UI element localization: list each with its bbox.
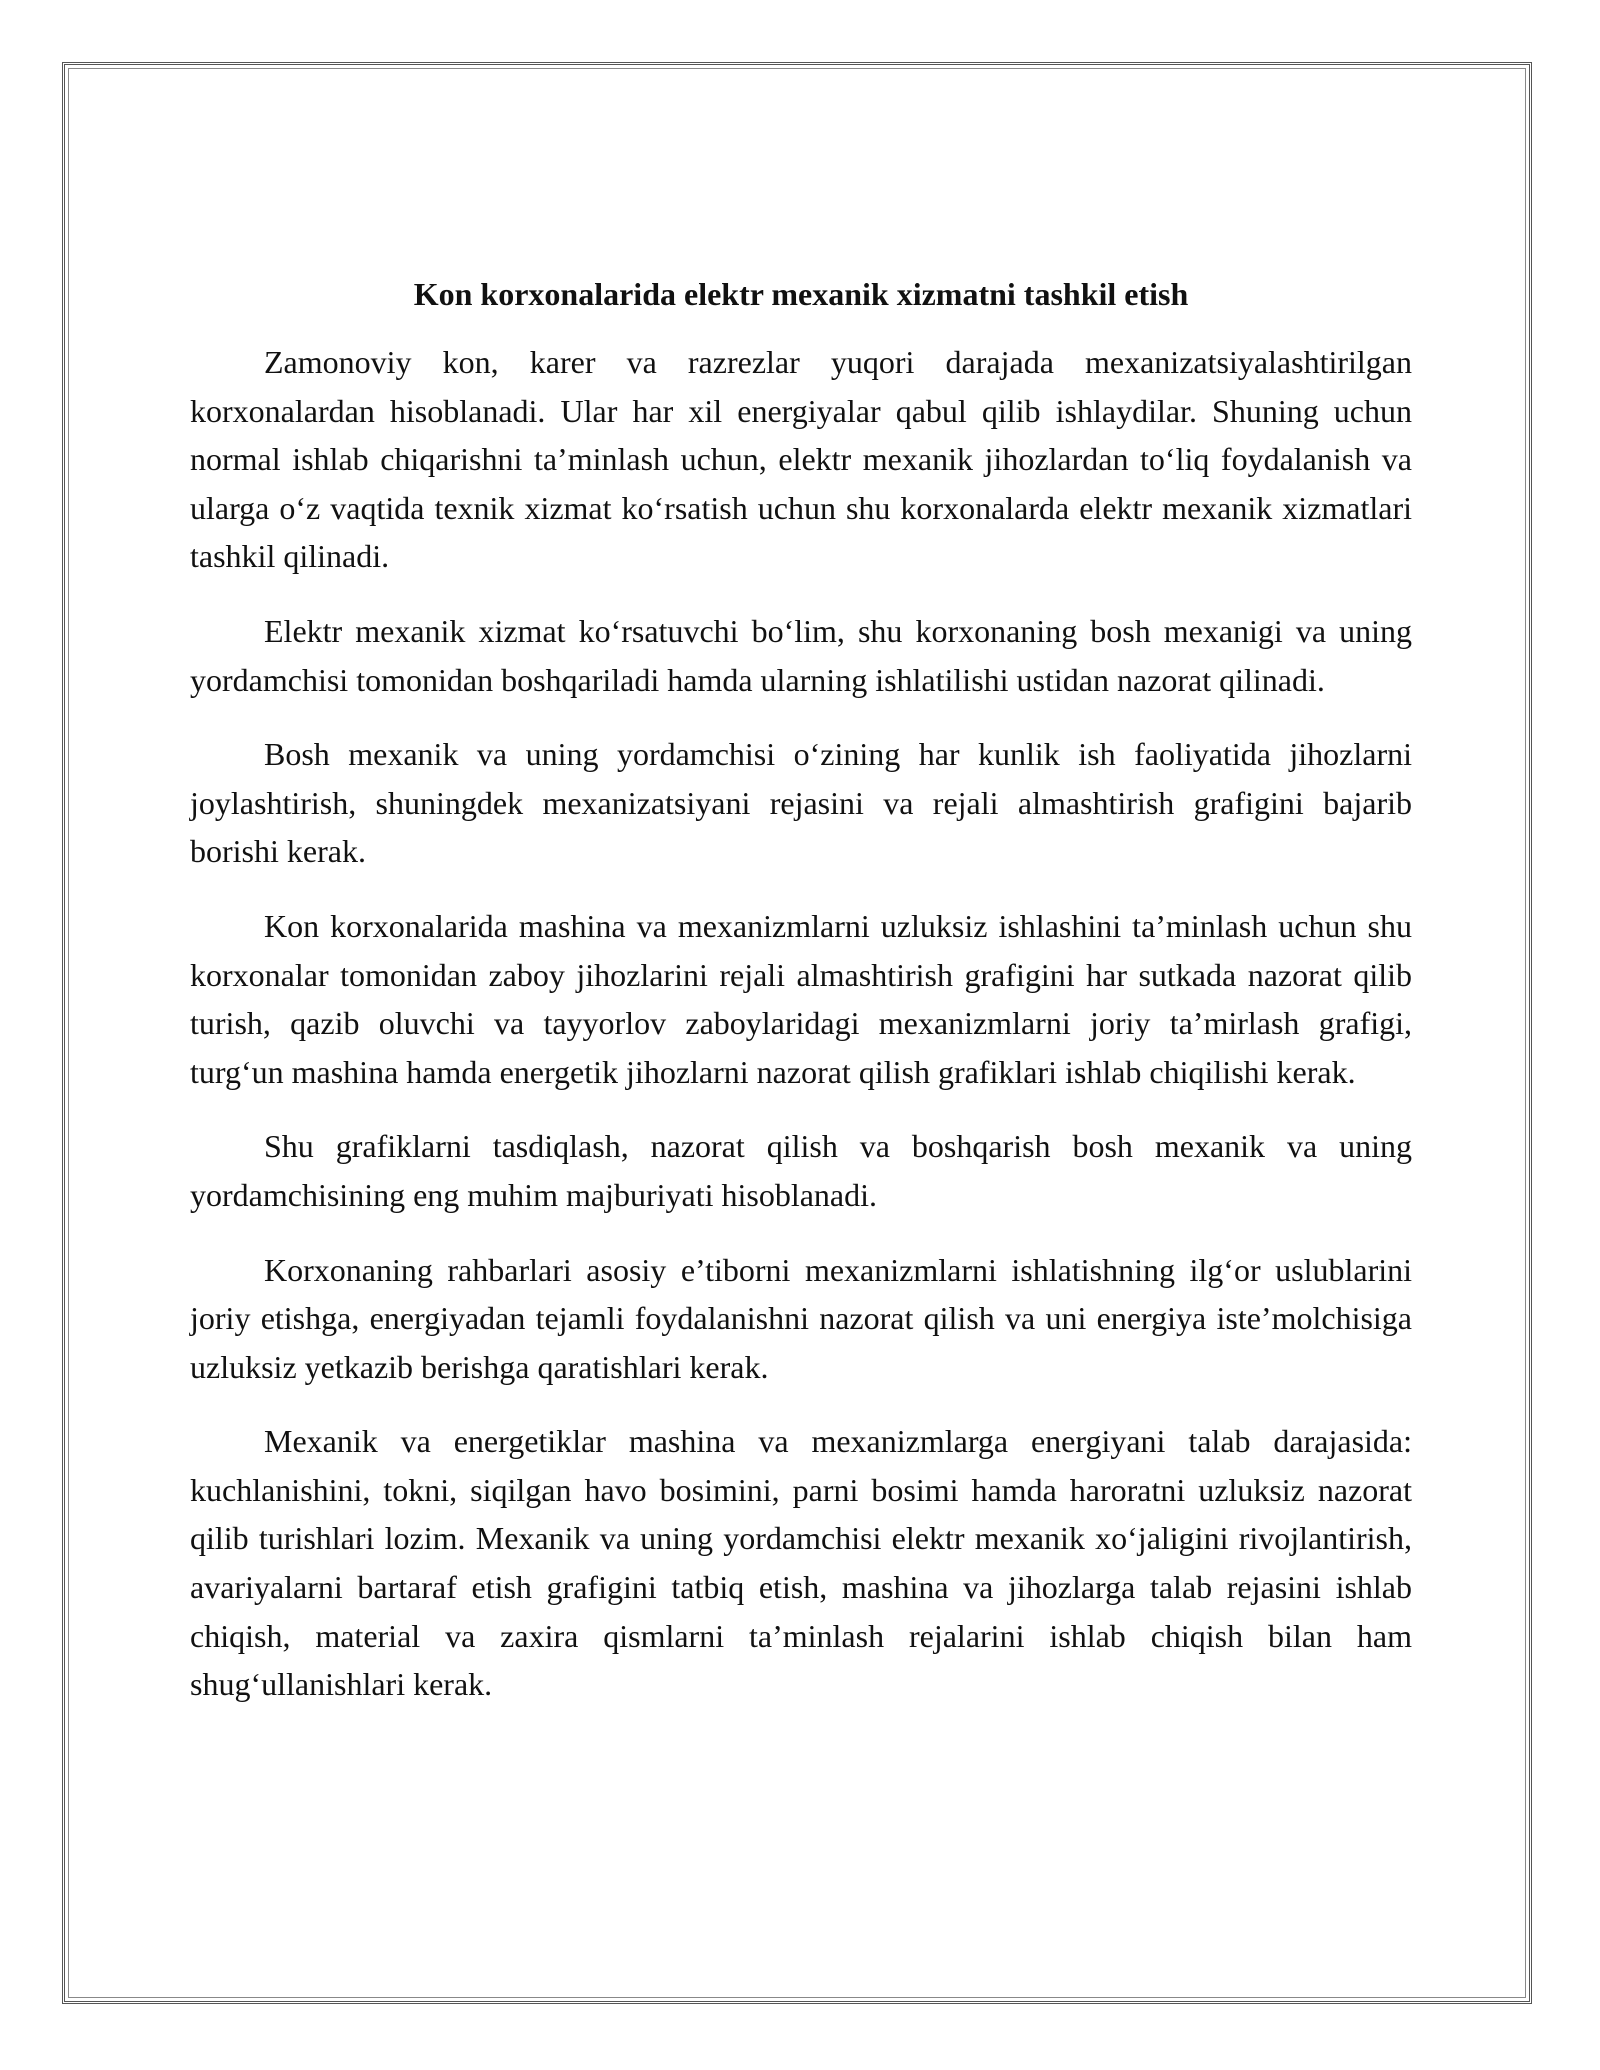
document-body — [190, 270, 1412, 1735]
paragraph-5: Shu grafiklarni tasdiqlash, nazorat qilish va boshqarish bosh mexanik va uning yordamchisining eng muhim majburiyati hisoblanadi. — [190, 1128, 1412, 1213]
document-title: Kon korxonalarida elektr mexanik xizmatni tashkil etish — [413, 276, 1189, 312]
paragraph-2: Elektr mexanik xizmat ko‘rsatuvchi bo‘lim, shu korxonaning bosh mexanigi va uning yordamchisi tomonidan boshqariladi hamda ularning ishlatilishi ustidan nazorat qilinadi. — [190, 612, 1412, 698]
paragraph-7: Mexanik va energetiklar mashina va mexanizmlarga energiyani talab darajasida: kuchlanishini, tokni, siqilgan havo bosimini, parni bosimi hamda haroratni uzluksiz nazorat qilib turishlari lozim. Mexanik va uning yordamchisi elektr mexanik xo‘jaligini rivojlantirish, avariyalarni bartaraf etish grafigini tatbiq etish, mashina va jihozlarga talab rejasini ishlab chiqish, material va zaxira qismlarni ta’minlash rejalarini ishlab chiqish bilan ham shug‘ullanishlari kerak. — [190, 1423, 1412, 1703]
paragraph-3: Bosh mexanik va uning yordamchisi o‘zining har kunlik ish faoliyatida jihozlarni joylashtirish, shuningdek mexanizatsiyani rejasini va rejali almashtirish grafigini bajarib borishi kerak. — [190, 736, 1412, 870]
paragraph-6: Korxonaning rahbarlari asosiy e’tiborni mexanizmlarni ishlatishning ilg‘or uslublarini joriy etishga, energiyadan tejamli foydalanishni nazorat qilish va uni energiya iste’molchisiga uzluksiz yetkazib berishga qaratishlari kerak. — [190, 1251, 1412, 1385]
paragraph-1: Zamonoviy kon, karer va razrezlar yuqori darajada mexanizatsiyalashtirilgan korxonalardan hisoblanadi. Ular har xil energiyalar qabul qilib ishlaydilar. Shuning uchun normal ishlab chiqarishni ta’minlash uchun, elektr mexanik jihozlardan to‘liq foydalanish va ularga o‘z vaqtida texnik xizmat ko‘rsatish uchun shu korxonalarda elektr mexanik xizmatlari tashkil qilinadi. — [190, 344, 1412, 575]
paragraph-4: Kon korxonalarida mashina va mexanizmlarni uzluksiz ishlashini ta’minlash uchun shu korxonalar tomonidan zaboy jihozlarini rejali almashtirish grafigini har sutkada nazorat qilib turish, qazib oluvchi va tayyorlov zaboylaridagi mexanizmlarni joriy ta’mirlash grafigi, turg‘un mashina hamda energetik jihozlarni nazorat qilish grafiklari ishlab chiqilishi kerak. — [190, 907, 1412, 1090]
